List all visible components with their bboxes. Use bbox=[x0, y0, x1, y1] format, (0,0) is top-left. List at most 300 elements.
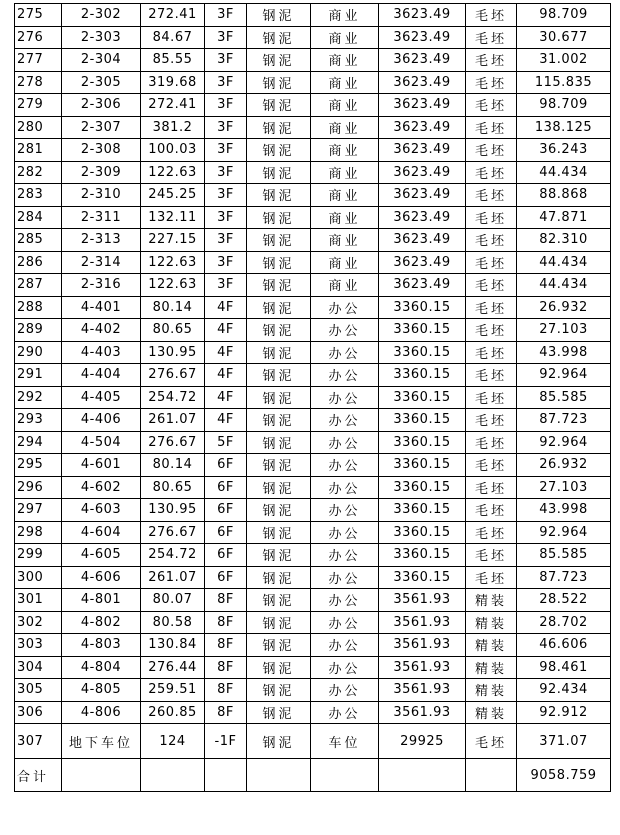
cell-amount: 85.585 bbox=[517, 544, 611, 567]
cell-area: 124 bbox=[141, 724, 205, 759]
cell-usage: 办公 bbox=[311, 589, 379, 612]
cell-finish: 毛坯 bbox=[466, 566, 517, 589]
cell-finish: 精装 bbox=[466, 701, 517, 724]
cell-area: 261.07 bbox=[141, 566, 205, 589]
cell-unit-price: 3623.49 bbox=[379, 4, 466, 27]
cell-row-number: 280 bbox=[15, 116, 62, 139]
cell-unit-price: 3561.93 bbox=[379, 679, 466, 702]
cell-usage: 商业 bbox=[311, 251, 379, 274]
empty-cell bbox=[205, 759, 247, 792]
cell-finish: 精装 bbox=[466, 679, 517, 702]
cell-row-number: 290 bbox=[15, 341, 62, 364]
cell-amount: 43.998 bbox=[517, 341, 611, 364]
cell-area: 276.67 bbox=[141, 431, 205, 454]
cell-amount: 44.434 bbox=[517, 251, 611, 274]
cell-floor: 4F bbox=[205, 319, 247, 342]
cell-amount: 98.461 bbox=[517, 656, 611, 679]
cell-unit-price: 3360.15 bbox=[379, 499, 466, 522]
cell-unit-price: 29925 bbox=[379, 724, 466, 759]
cell-finish: 毛坯 bbox=[466, 184, 517, 207]
cell-finish: 毛坯 bbox=[466, 386, 517, 409]
cell-amount: 115.835 bbox=[517, 71, 611, 94]
cell-structure: 钢泥 bbox=[247, 454, 311, 477]
cell-usage: 办公 bbox=[311, 476, 379, 499]
table-row bbox=[15, 229, 611, 252]
cell-usage: 车位 bbox=[311, 724, 379, 759]
cell-area: 85.55 bbox=[141, 49, 205, 72]
cell-finish: 毛坯 bbox=[466, 454, 517, 477]
cell-amount: 87.723 bbox=[517, 566, 611, 589]
cell-amount: 87.723 bbox=[517, 409, 611, 432]
cell-finish: 精装 bbox=[466, 589, 517, 612]
cell-unit-number: 2-308 bbox=[62, 139, 141, 162]
cell-usage: 商业 bbox=[311, 274, 379, 297]
cell-unit-price: 3360.15 bbox=[379, 544, 466, 567]
cell-unit-number: 2-309 bbox=[62, 161, 141, 184]
cell-finish: 毛坯 bbox=[466, 116, 517, 139]
cell-unit-price: 3623.49 bbox=[379, 71, 466, 94]
cell-row-number: 285 bbox=[15, 229, 62, 252]
cell-row-number: 305 bbox=[15, 679, 62, 702]
cell-structure: 钢泥 bbox=[247, 566, 311, 589]
cell-finish: 毛坯 bbox=[466, 49, 517, 72]
table-row bbox=[15, 364, 611, 387]
cell-floor: 3F bbox=[205, 161, 247, 184]
cell-usage: 商业 bbox=[311, 206, 379, 229]
cell-structure: 钢泥 bbox=[247, 476, 311, 499]
cell-amount: 92.912 bbox=[517, 701, 611, 724]
cell-structure: 钢泥 bbox=[247, 521, 311, 544]
cell-unit-price: 3360.15 bbox=[379, 364, 466, 387]
cell-finish: 毛坯 bbox=[466, 296, 517, 319]
cell-unit-price: 3623.49 bbox=[379, 116, 466, 139]
cell-finish: 毛坯 bbox=[466, 206, 517, 229]
cell-floor: -1F bbox=[205, 724, 247, 759]
property-table bbox=[14, 3, 611, 792]
cell-amount: 92.434 bbox=[517, 679, 611, 702]
cell-unit-number: 4-406 bbox=[62, 409, 141, 432]
cell-floor: 8F bbox=[205, 679, 247, 702]
cell-unit-price: 3561.93 bbox=[379, 611, 466, 634]
cell-floor: 3F bbox=[205, 139, 247, 162]
cell-area: 122.63 bbox=[141, 161, 205, 184]
cell-unit-price: 3623.49 bbox=[379, 274, 466, 297]
cell-structure: 钢泥 bbox=[247, 679, 311, 702]
cell-unit-number: 4-504 bbox=[62, 431, 141, 454]
cell-area: 276.67 bbox=[141, 364, 205, 387]
empty-cell bbox=[62, 759, 141, 792]
cell-usage: 办公 bbox=[311, 656, 379, 679]
cell-amount: 98.709 bbox=[517, 4, 611, 27]
table-row bbox=[15, 589, 611, 612]
cell-unit-number: 4-401 bbox=[62, 296, 141, 319]
cell-structure: 钢泥 bbox=[247, 409, 311, 432]
cell-floor: 8F bbox=[205, 589, 247, 612]
cell-usage: 办公 bbox=[311, 611, 379, 634]
cell-area: 100.03 bbox=[141, 139, 205, 162]
cell-unit-number: 4-604 bbox=[62, 521, 141, 544]
cell-finish: 毛坯 bbox=[466, 274, 517, 297]
cell-area: 80.07 bbox=[141, 589, 205, 612]
table-row bbox=[15, 139, 611, 162]
cell-structure: 钢泥 bbox=[247, 319, 311, 342]
cell-floor: 4F bbox=[205, 409, 247, 432]
cell-row-number: 275 bbox=[15, 4, 62, 27]
cell-amount: 88.868 bbox=[517, 184, 611, 207]
cell-usage: 商业 bbox=[311, 4, 379, 27]
cell-unit-number: 4-802 bbox=[62, 611, 141, 634]
cell-amount: 92.964 bbox=[517, 431, 611, 454]
cell-amount: 82.310 bbox=[517, 229, 611, 252]
cell-floor: 3F bbox=[205, 94, 247, 117]
cell-unit-number: 4-606 bbox=[62, 566, 141, 589]
cell-amount: 43.998 bbox=[517, 499, 611, 522]
table-row bbox=[15, 634, 611, 657]
cell-usage: 办公 bbox=[311, 364, 379, 387]
cell-finish: 毛坯 bbox=[466, 431, 517, 454]
cell-unit-price: 3623.49 bbox=[379, 229, 466, 252]
cell-row-number: 279 bbox=[15, 94, 62, 117]
cell-usage: 办公 bbox=[311, 634, 379, 657]
cell-floor: 3F bbox=[205, 49, 247, 72]
cell-area: 80.14 bbox=[141, 296, 205, 319]
cell-amount: 27.103 bbox=[517, 319, 611, 342]
cell-unit-number: 2-314 bbox=[62, 251, 141, 274]
cell-unit-price: 3360.15 bbox=[379, 476, 466, 499]
cell-row-number: 294 bbox=[15, 431, 62, 454]
cell-structure: 钢泥 bbox=[247, 229, 311, 252]
table-row bbox=[15, 656, 611, 679]
cell-usage: 办公 bbox=[311, 521, 379, 544]
cell-usage: 办公 bbox=[311, 341, 379, 364]
table-row bbox=[15, 251, 611, 274]
cell-area: 261.07 bbox=[141, 409, 205, 432]
cell-unit-number: 2-303 bbox=[62, 26, 141, 49]
cell-unit-price: 3623.49 bbox=[379, 206, 466, 229]
cell-structure: 钢泥 bbox=[247, 701, 311, 724]
cell-row-number: 307 bbox=[15, 724, 62, 759]
cell-row-number: 278 bbox=[15, 71, 62, 94]
cell-area: 130.95 bbox=[141, 499, 205, 522]
table-row bbox=[15, 341, 611, 364]
table-row bbox=[15, 611, 611, 634]
table-row bbox=[15, 49, 611, 72]
cell-structure: 钢泥 bbox=[247, 26, 311, 49]
cell-unit-number: 2-311 bbox=[62, 206, 141, 229]
cell-usage: 商业 bbox=[311, 94, 379, 117]
cell-floor: 3F bbox=[205, 4, 247, 27]
cell-structure: 钢泥 bbox=[247, 341, 311, 364]
cell-amount: 92.964 bbox=[517, 364, 611, 387]
cell-area: 276.44 bbox=[141, 656, 205, 679]
table-row bbox=[15, 71, 611, 94]
cell-usage: 办公 bbox=[311, 499, 379, 522]
table-row bbox=[15, 431, 611, 454]
cell-row-number: 288 bbox=[15, 296, 62, 319]
cell-area: 122.63 bbox=[141, 251, 205, 274]
cell-row-number: 291 bbox=[15, 364, 62, 387]
cell-area: 130.95 bbox=[141, 341, 205, 364]
empty-cell bbox=[311, 759, 379, 792]
cell-finish: 毛坯 bbox=[466, 341, 517, 364]
cell-structure: 钢泥 bbox=[247, 4, 311, 27]
cell-area: 276.67 bbox=[141, 521, 205, 544]
cell-finish: 毛坯 bbox=[466, 26, 517, 49]
cell-structure: 钢泥 bbox=[247, 71, 311, 94]
cell-unit-price: 3360.15 bbox=[379, 566, 466, 589]
cell-usage: 办公 bbox=[311, 386, 379, 409]
cell-finish: 毛坯 bbox=[466, 476, 517, 499]
cell-amount: 98.709 bbox=[517, 94, 611, 117]
cell-floor: 5F bbox=[205, 431, 247, 454]
cell-row-number: 286 bbox=[15, 251, 62, 274]
cell-area: 80.65 bbox=[141, 319, 205, 342]
cell-finish: 毛坯 bbox=[466, 319, 517, 342]
cell-floor: 6F bbox=[205, 499, 247, 522]
cell-floor: 3F bbox=[205, 184, 247, 207]
cell-amount: 44.434 bbox=[517, 274, 611, 297]
table-row bbox=[15, 544, 611, 567]
cell-usage: 商业 bbox=[311, 26, 379, 49]
cell-unit-number: 2-313 bbox=[62, 229, 141, 252]
cell-unit-price: 3623.49 bbox=[379, 184, 466, 207]
cell-row-number: 277 bbox=[15, 49, 62, 72]
cell-amount: 47.871 bbox=[517, 206, 611, 229]
cell-amount: 28.522 bbox=[517, 589, 611, 612]
cell-floor: 3F bbox=[205, 274, 247, 297]
cell-amount: 27.103 bbox=[517, 476, 611, 499]
cell-unit-price: 3360.15 bbox=[379, 521, 466, 544]
table-row bbox=[15, 521, 611, 544]
cell-row-number: 298 bbox=[15, 521, 62, 544]
cell-structure: 钢泥 bbox=[247, 206, 311, 229]
cell-amount: 371.07 bbox=[517, 724, 611, 759]
cell-finish: 毛坯 bbox=[466, 251, 517, 274]
cell-finish: 毛坯 bbox=[466, 499, 517, 522]
cell-structure: 钢泥 bbox=[247, 589, 311, 612]
cell-usage: 商业 bbox=[311, 49, 379, 72]
cell-floor: 3F bbox=[205, 26, 247, 49]
cell-amount: 31.002 bbox=[517, 49, 611, 72]
table-body bbox=[15, 4, 611, 792]
cell-finish: 毛坯 bbox=[466, 364, 517, 387]
cell-area: 84.67 bbox=[141, 26, 205, 49]
cell-usage: 办公 bbox=[311, 566, 379, 589]
table-row bbox=[15, 274, 611, 297]
cell-row-number: 282 bbox=[15, 161, 62, 184]
cell-structure: 钢泥 bbox=[247, 724, 311, 759]
cell-usage: 办公 bbox=[311, 319, 379, 342]
cell-finish: 精装 bbox=[466, 611, 517, 634]
cell-row-number: 276 bbox=[15, 26, 62, 49]
cell-unit-number: 2-305 bbox=[62, 71, 141, 94]
cell-unit-number: 地下车位 bbox=[62, 724, 141, 759]
cell-floor: 8F bbox=[205, 611, 247, 634]
cell-usage: 办公 bbox=[311, 454, 379, 477]
cell-row-number: 287 bbox=[15, 274, 62, 297]
empty-cell bbox=[379, 759, 466, 792]
cell-usage: 商业 bbox=[311, 184, 379, 207]
cell-unit-number: 4-402 bbox=[62, 319, 141, 342]
cell-floor: 8F bbox=[205, 656, 247, 679]
cell-unit-number: 4-805 bbox=[62, 679, 141, 702]
cell-unit-price: 3360.15 bbox=[379, 319, 466, 342]
table-row bbox=[15, 116, 611, 139]
cell-unit-price: 3561.93 bbox=[379, 701, 466, 724]
cell-structure: 钢泥 bbox=[247, 296, 311, 319]
table-row bbox=[15, 26, 611, 49]
cell-floor: 4F bbox=[205, 364, 247, 387]
cell-unit-number: 2-307 bbox=[62, 116, 141, 139]
cell-finish: 毛坯 bbox=[466, 724, 517, 759]
cell-unit-number: 4-403 bbox=[62, 341, 141, 364]
cell-structure: 钢泥 bbox=[247, 161, 311, 184]
cell-floor: 8F bbox=[205, 634, 247, 657]
table-row bbox=[15, 679, 611, 702]
cell-finish: 精装 bbox=[466, 634, 517, 657]
cell-usage: 商业 bbox=[311, 116, 379, 139]
cell-amount: 46.606 bbox=[517, 634, 611, 657]
cell-unit-price: 3561.93 bbox=[379, 634, 466, 657]
cell-finish: 毛坯 bbox=[466, 161, 517, 184]
cell-structure: 钢泥 bbox=[247, 274, 311, 297]
cell-row-number: 296 bbox=[15, 476, 62, 499]
cell-unit-number: 2-316 bbox=[62, 274, 141, 297]
cell-finish: 毛坯 bbox=[466, 94, 517, 117]
cell-amount: 26.932 bbox=[517, 296, 611, 319]
cell-row-number: 289 bbox=[15, 319, 62, 342]
cell-row-number: 300 bbox=[15, 566, 62, 589]
cell-structure: 钢泥 bbox=[247, 251, 311, 274]
cell-usage: 办公 bbox=[311, 296, 379, 319]
cell-floor: 3F bbox=[205, 229, 247, 252]
table-row bbox=[15, 206, 611, 229]
cell-floor: 6F bbox=[205, 454, 247, 477]
cell-floor: 3F bbox=[205, 251, 247, 274]
cell-unit-price: 3360.15 bbox=[379, 296, 466, 319]
cell-structure: 钢泥 bbox=[247, 611, 311, 634]
table-row bbox=[15, 566, 611, 589]
cell-area: 130.84 bbox=[141, 634, 205, 657]
cell-unit-number: 2-310 bbox=[62, 184, 141, 207]
cell-finish: 毛坯 bbox=[466, 544, 517, 567]
cell-floor: 6F bbox=[205, 566, 247, 589]
cell-amount: 44.434 bbox=[517, 161, 611, 184]
empty-cell bbox=[141, 759, 205, 792]
cell-usage: 办公 bbox=[311, 409, 379, 432]
table-row bbox=[15, 386, 611, 409]
cell-area: 272.41 bbox=[141, 94, 205, 117]
cell-unit-number: 4-602 bbox=[62, 476, 141, 499]
cell-amount: 28.702 bbox=[517, 611, 611, 634]
cell-unit-price: 3561.93 bbox=[379, 656, 466, 679]
cell-amount: 36.243 bbox=[517, 139, 611, 162]
cell-unit-price: 3360.15 bbox=[379, 454, 466, 477]
cell-unit-price: 3360.15 bbox=[379, 386, 466, 409]
table-row bbox=[15, 454, 611, 477]
cell-structure: 钢泥 bbox=[247, 116, 311, 139]
cell-structure: 钢泥 bbox=[247, 656, 311, 679]
cell-row-number: 303 bbox=[15, 634, 62, 657]
total-label: 合计 bbox=[15, 759, 62, 792]
cell-structure: 钢泥 bbox=[247, 184, 311, 207]
cell-unit-price: 3561.93 bbox=[379, 589, 466, 612]
empty-cell bbox=[247, 759, 311, 792]
cell-floor: 3F bbox=[205, 71, 247, 94]
cell-usage: 商业 bbox=[311, 139, 379, 162]
table-row bbox=[15, 701, 611, 724]
cell-usage: 商业 bbox=[311, 71, 379, 94]
table-row bbox=[15, 724, 611, 759]
cell-structure: 钢泥 bbox=[247, 499, 311, 522]
cell-finish: 毛坯 bbox=[466, 71, 517, 94]
cell-unit-price: 3360.15 bbox=[379, 409, 466, 432]
cell-row-number: 295 bbox=[15, 454, 62, 477]
table-row bbox=[15, 319, 611, 342]
cell-area: 80.14 bbox=[141, 454, 205, 477]
cell-finish: 毛坯 bbox=[466, 521, 517, 544]
cell-floor: 6F bbox=[205, 544, 247, 567]
cell-usage: 办公 bbox=[311, 431, 379, 454]
cell-floor: 4F bbox=[205, 341, 247, 364]
cell-unit-number: 4-806 bbox=[62, 701, 141, 724]
cell-unit-number: 4-603 bbox=[62, 499, 141, 522]
cell-row-number: 301 bbox=[15, 589, 62, 612]
cell-unit-number: 4-801 bbox=[62, 589, 141, 612]
cell-area: 80.58 bbox=[141, 611, 205, 634]
cell-structure: 钢泥 bbox=[247, 139, 311, 162]
cell-floor: 3F bbox=[205, 116, 247, 139]
cell-area: 227.15 bbox=[141, 229, 205, 252]
cell-unit-number: 2-302 bbox=[62, 4, 141, 27]
cell-row-number: 281 bbox=[15, 139, 62, 162]
cell-unit-number: 4-601 bbox=[62, 454, 141, 477]
cell-floor: 3F bbox=[205, 206, 247, 229]
cell-unit-price: 3623.49 bbox=[379, 139, 466, 162]
cell-row-number: 306 bbox=[15, 701, 62, 724]
total-value: 9058.759 bbox=[517, 759, 611, 792]
empty-cell bbox=[466, 759, 517, 792]
table-row bbox=[15, 94, 611, 117]
table-row bbox=[15, 184, 611, 207]
cell-area: 132.11 bbox=[141, 206, 205, 229]
cell-unit-price: 3623.49 bbox=[379, 94, 466, 117]
cell-floor: 4F bbox=[205, 296, 247, 319]
cell-row-number: 292 bbox=[15, 386, 62, 409]
cell-area: 254.72 bbox=[141, 544, 205, 567]
cell-row-number: 302 bbox=[15, 611, 62, 634]
cell-row-number: 293 bbox=[15, 409, 62, 432]
cell-unit-number: 4-605 bbox=[62, 544, 141, 567]
cell-finish: 毛坯 bbox=[466, 409, 517, 432]
cell-structure: 钢泥 bbox=[247, 544, 311, 567]
cell-structure: 钢泥 bbox=[247, 386, 311, 409]
cell-usage: 办公 bbox=[311, 679, 379, 702]
cell-row-number: 297 bbox=[15, 499, 62, 522]
cell-amount: 92.964 bbox=[517, 521, 611, 544]
cell-unit-price: 3623.49 bbox=[379, 251, 466, 274]
cell-floor: 8F bbox=[205, 701, 247, 724]
cell-row-number: 284 bbox=[15, 206, 62, 229]
cell-amount: 26.932 bbox=[517, 454, 611, 477]
cell-area: 272.41 bbox=[141, 4, 205, 27]
cell-structure: 钢泥 bbox=[247, 49, 311, 72]
cell-area: 319.68 bbox=[141, 71, 205, 94]
table-row bbox=[15, 499, 611, 522]
cell-floor: 6F bbox=[205, 476, 247, 499]
cell-unit-number: 4-404 bbox=[62, 364, 141, 387]
cell-unit-number: 4-803 bbox=[62, 634, 141, 657]
